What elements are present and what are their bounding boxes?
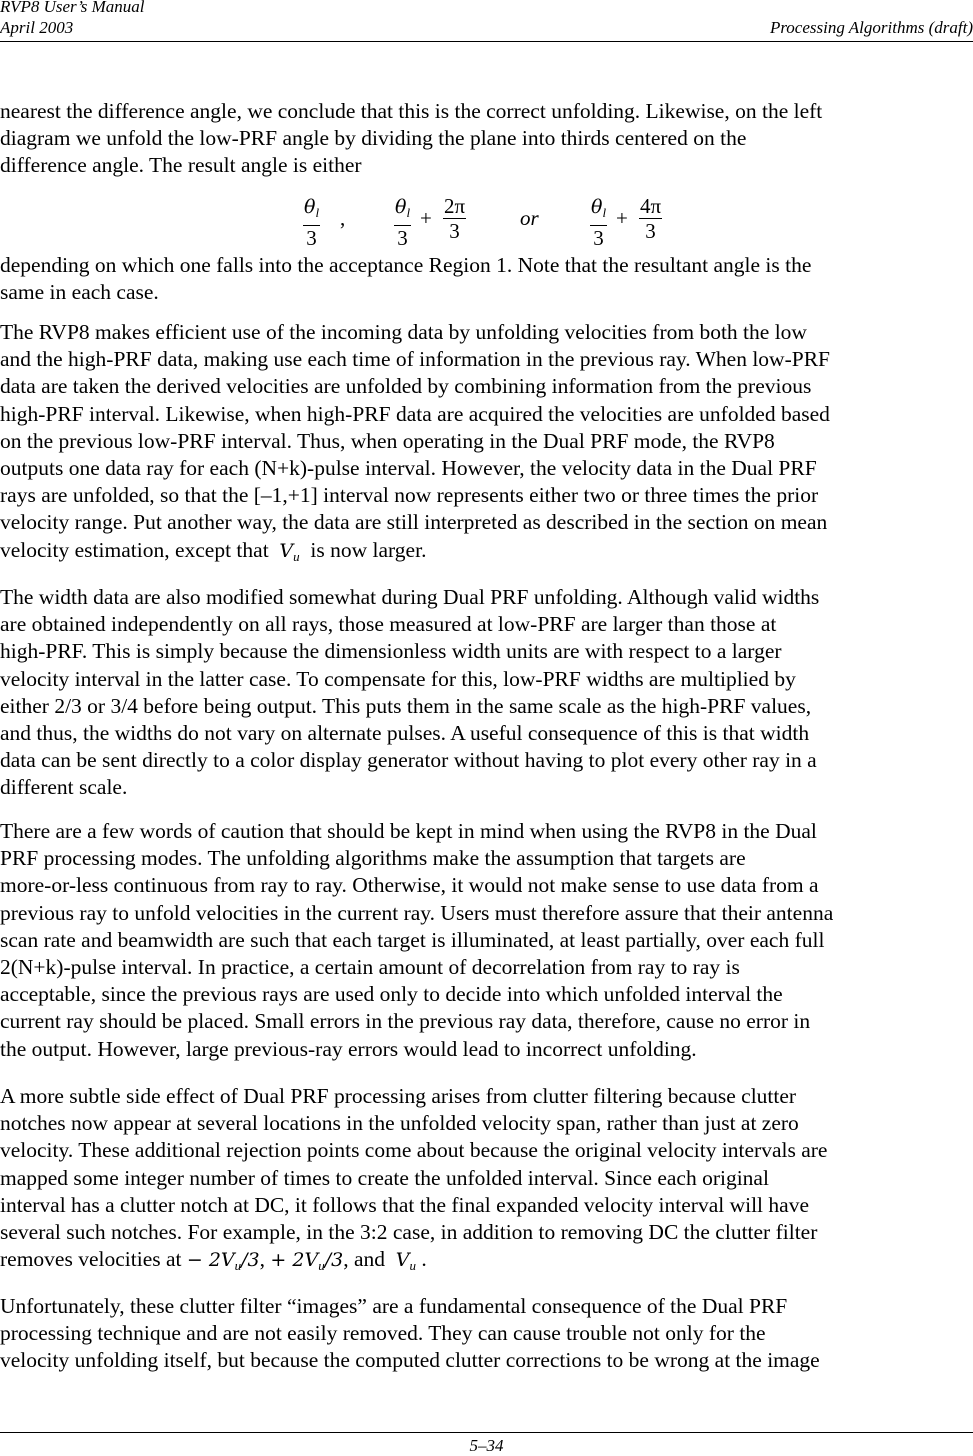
paragraph-2 [0, 252, 973, 306]
text-line: high-PRF interval. Likewise, when high-PRF data are acquired the velocities are unfolded based [0, 401, 830, 426]
text-line: interval has a clutter notch at DC, it follows that the final expanded velocity interval will have [0, 1192, 809, 1217]
paragraph-4 [0, 584, 973, 802]
fraction-2pi-over-3 [443, 194, 466, 243]
text-line: outputs one data ray for each (N+k)-pulse interval. However, the velocity data in the Dual PRF [0, 456, 817, 481]
plus-sign: + [616, 206, 628, 230]
plus-sign: + [420, 206, 432, 230]
text-line: notches now appear at several locations in the unfolded velocity span, rather than just at zero [0, 1111, 799, 1136]
text-line: nearest the difference angle, we conclude that this is the correct unfolding. Likewise, on the left [0, 99, 823, 123]
subscript-u: u [234, 1258, 242, 1274]
text-line: velocity interval in the latter case. To compensate for this, low-PRF widths are multiplied by [0, 666, 796, 691]
page-number: 5–34 [469, 1436, 504, 1455]
math-V: V [279, 539, 294, 562]
comma: , [340, 206, 346, 230]
text-line: diagram we unfold the low-PRF angle by dividing the plane into thirds centered on the [0, 126, 747, 151]
math-plus-2Vu: + 2V [270, 1249, 319, 1272]
denominator: 3 [593, 226, 604, 250]
denominator: 3 [306, 226, 317, 250]
text-line: acceptable, since the previous rays are used only to decide into which unfolded interval the [0, 982, 783, 1007]
comma: , [259, 1247, 266, 1272]
running-header-title [0, 0, 973, 16]
paragraph-6 [0, 1083, 973, 1279]
text-line: PRF processing modes. The unfolding algorithms make the assumption that targets are [0, 846, 746, 871]
text-line: A more subtle side effect of Dual PRF processing arises from clutter filtering because clutter [0, 1084, 797, 1108]
theta-symbol: θ [304, 196, 316, 218]
subscript-l: l [315, 205, 320, 220]
footer-rule [0, 1432, 973, 1433]
math-over-3: /3 [324, 1249, 344, 1272]
theta-symbol: θ [591, 196, 603, 218]
text-line: mapped some integer number of times to create the unfolded interval. Since each original [0, 1165, 769, 1190]
text-line: are obtained independently on all rays, those measured at low-PRF are larger than those at [0, 612, 777, 637]
text-line: 2(N+k)-pulse interval. In practice, a certain amount of decorrelation from ray to ray is [0, 955, 740, 980]
paragraph-7 [0, 1293, 973, 1375]
text-span: , and [343, 1247, 385, 1272]
subscript-u: u [318, 1258, 325, 1274]
text-line: the output. However, large previous-ray errors would lead to incorrect unfolding. [0, 1036, 697, 1061]
text-span: removes velocities at [0, 1247, 182, 1272]
text-line: velocity range. Put another way, the data are still interpreted as described in the section on mean [0, 510, 828, 535]
numerator-4pi: 4π [640, 194, 662, 218]
equation-result-angles [0, 194, 973, 248]
fraction-4pi-over-3 [639, 194, 662, 243]
text-line: several such notches. For example, in the 3:2 case, in addition to removing DC the clutter filter [0, 1220, 818, 1245]
text-line: different scale. [0, 775, 128, 800]
text-line: data are taken the derived velocities are unfolded by combining information from the previous [0, 374, 812, 399]
numerator-2pi: 2π [444, 194, 466, 218]
fraction-theta-over-3 [590, 194, 607, 250]
text-line: processing technique and are not easily removed. They can cause trouble not only for the [0, 1321, 766, 1346]
header-rule [0, 41, 973, 42]
theta-symbol: θ [395, 196, 407, 218]
text-line: The RVP8 makes efficient use of the incoming data by unfolding velocities from both the low [0, 320, 807, 344]
text-line: and the high-PRF data, making use each time of information in the previous ray. When low-PRF [0, 347, 830, 372]
denominator: 3 [645, 219, 656, 243]
text-line: There are a few words of caution that should be kept in mind when using the RVP8 in the Dual [0, 819, 817, 843]
text-span: is now larger. [310, 537, 427, 562]
text-line: same in each case. [0, 280, 159, 305]
fraction-theta-over-3 [303, 194, 320, 250]
text-line: velocity. These additional rejection points come about because the original velocity intervals are [0, 1138, 828, 1163]
text-line: rays are unfolded, so that the [–1,+1] interval now represents either two or three times the prior [0, 483, 819, 508]
subscript-l: l [602, 205, 607, 220]
text-line: either 2/3 or 3/4 before being output. This puts them in the same scale as the high-PRF values, [0, 693, 812, 718]
text-line: depending on which one falls into the acceptance Region 1. Note that the resultant angle is the [0, 253, 812, 277]
text-line: and thus, the widths do not vary on alternate pulses. A useful consequence of this is that width [0, 721, 810, 746]
paragraph-5 [0, 818, 973, 1063]
text-line: current ray should be placed. Small errors in the previous ray data, therefore, cause no error in [0, 1009, 811, 1034]
text-line [0, 1246, 973, 1279]
or-word: or [520, 206, 539, 230]
text-line: Unfortunately, these clutter filter “images” are a fundamental consequence of the Dual PRF [0, 1294, 788, 1318]
period: . [421, 1247, 427, 1272]
text-line: The width data are also modified somewhat during Dual PRF unfolding. Although valid widths [0, 585, 820, 609]
paragraph-3 [0, 319, 973, 570]
header-date: April 2003 [0, 18, 74, 37]
subscript-u: u [409, 1258, 416, 1274]
header-section: Processing Algorithms (draft) [769, 18, 973, 37]
text-line: velocity unfolding itself, but because the computed clutter corrections to be wrong at the image [0, 1348, 820, 1373]
math-over-3: /3 [241, 1249, 260, 1272]
denominator: 3 [397, 226, 408, 250]
manual-title: RVP8 User’s Manual [0, 0, 145, 16]
text-line [0, 537, 973, 570]
text-line: high-PRF. This is simply because the dimensionless width units are with respect to a larger [0, 639, 782, 664]
fraction-theta-over-3 [394, 194, 411, 250]
text-line: more-or-less continuous from ray to ray. Otherwise, it would not make sense to use data from a [0, 873, 819, 898]
math-minus-2Vu: − 2V [186, 1249, 235, 1272]
subscript-u: u [293, 548, 300, 564]
text-line: data can be sent directly to a color display generator without having to plot every other ray in a [0, 748, 817, 773]
text-line: on the previous low-PRF interval. Thus, when operating in the Dual PRF mode, the RVP8 [0, 428, 775, 453]
subscript-l: l [406, 205, 411, 220]
text-line: previous ray to unfold velocities in the current ray. Users must therefore assure that their antenna [0, 900, 834, 925]
denominator: 3 [449, 219, 460, 243]
text-span: velocity estimation, except that [0, 537, 269, 562]
text-line: scan rate and beamwidth are such that each target is illuminated, at least partially, over each full [0, 927, 825, 952]
text-line: difference angle. The result angle is either [0, 153, 362, 178]
paragraph-1 [0, 98, 973, 180]
math-V: V [395, 1249, 410, 1272]
